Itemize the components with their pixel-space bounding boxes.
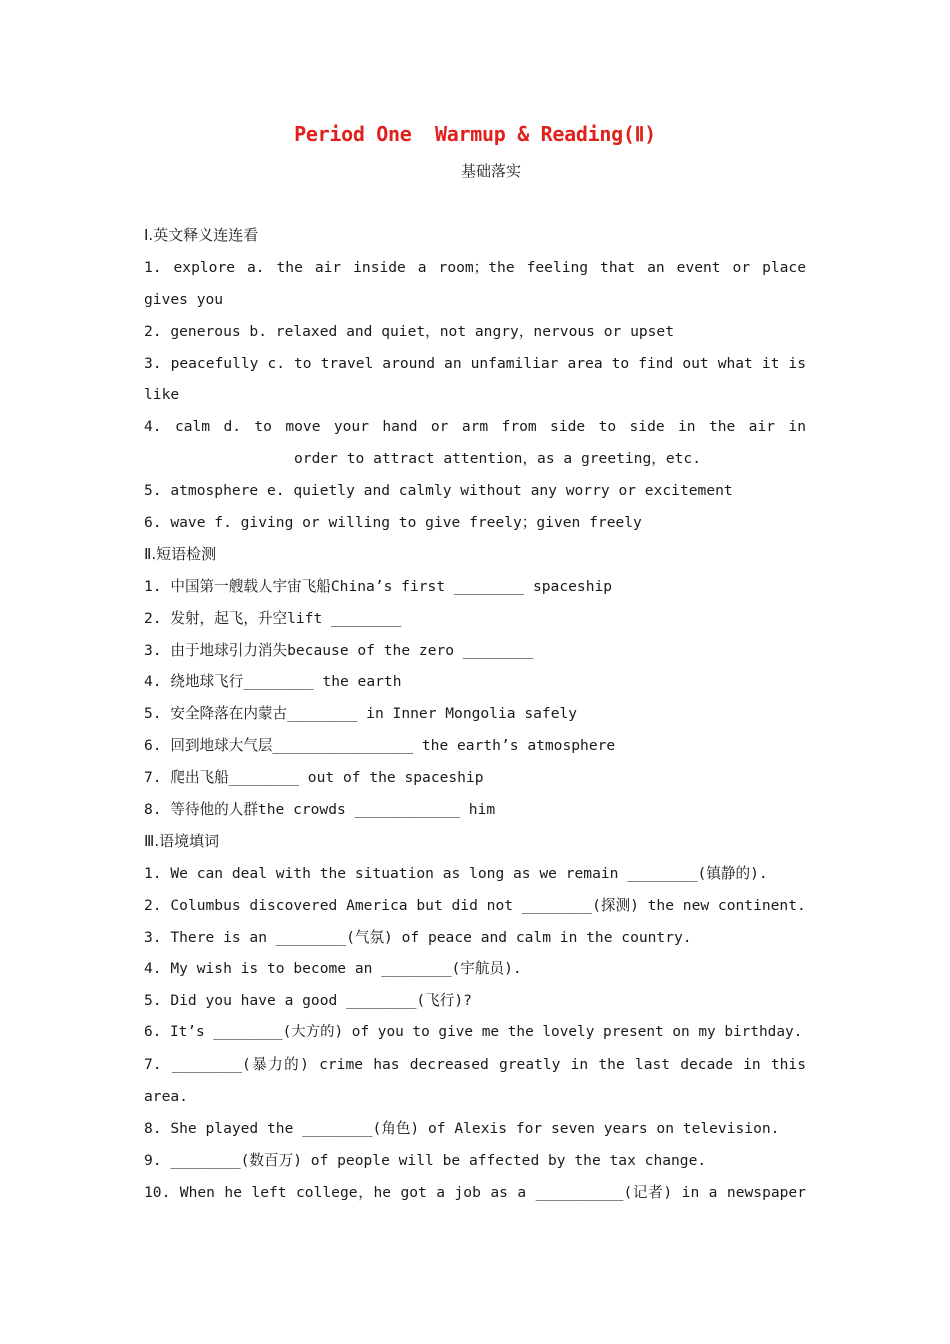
fill-item: 2. Columbus discovered America but did not ________(探测) the new continent. [144,896,806,914]
fill-item: 9. ________(数百万) of people will be affected by the tax change. [144,1151,707,1169]
phrase-item: 1. 中国第一艘载人宇宙飞船China’s first ________ spaceship [144,577,613,595]
phrase-item: 3. 由于地球引力消失because of the zero ________ [144,641,534,659]
page-title: Period One Warmup & Reading(Ⅱ) [294,122,656,146]
fill-item: area. [144,1088,188,1106]
fill-item: 7. ________(暴力的) crime has decreased greatly in the last decade in this [144,1056,806,1074]
phrase-item: 2. 发射，起飞，升空lift ________ [144,609,402,627]
exercise-content [144,220,806,1209]
matching-line: 6. wave f. giving or willing to give freely；given freely [144,514,642,532]
matching-line: 4. calm d. to move your hand or arm from side to side in the air in [144,418,806,436]
fill-item: 6. It’s ________(大方的) of you to give me the lovely present on my birthday. [144,1024,803,1041]
matching-line: 2. generous b. relaxed and quiet，not angry，nervous or upset [144,322,674,340]
phrase-item: 8. 等待他的人群the crowds ____________ him [144,801,496,819]
page-subtitle: 基础落实 [460,162,521,180]
fill-item: 1. We can deal with the situation as long as we remain ________(镇静的). [144,864,768,882]
phrase-item: 5. 安全降落在内蒙古________ in Inner Mongolia safely [144,705,578,723]
matching-line: 1. explore a. the air inside a room；the feeling that an event or place [144,258,806,276]
matching-line: 3. peacefully c. to travel around an unfamiliar area to find out what it is [144,354,806,372]
fill-item: 10. When he left college，he got a job as a __________(记者) in a newspaper [144,1183,806,1201]
fill-item: 4. My wish is to become an ________(宇航员). [144,960,522,978]
fill-item: 3. There is an ________(气氛) of peace and calm in the country. [144,928,692,946]
section-heading: Ⅰ.英文释义连连看 [144,226,259,244]
fill-item: 5. Did you have a good ________(飞行)? [144,992,472,1010]
section-heading: Ⅲ.语境填词 [144,831,220,850]
matching-line: gives you [144,290,224,308]
matching-line: like [144,386,180,404]
matching-line: 5. atmosphere e. quietly and calmly without any worry or excitement [144,482,733,500]
matching-line: order to attract attention，as a greeting，etc. [294,450,701,468]
phrase-item: 7. 爬出飞船________ out of the spaceship [144,769,484,787]
phrase-item: 4. 绕地球飞行________ the earth [144,673,402,691]
section-heading: Ⅱ.短语检测 [144,544,217,563]
phrase-item: 6. 回到地球大气层________________ the earth’s atmosphere [144,737,616,755]
fill-item: 8. She played the ________(角色) of Alexis for seven years on television. [144,1119,780,1137]
